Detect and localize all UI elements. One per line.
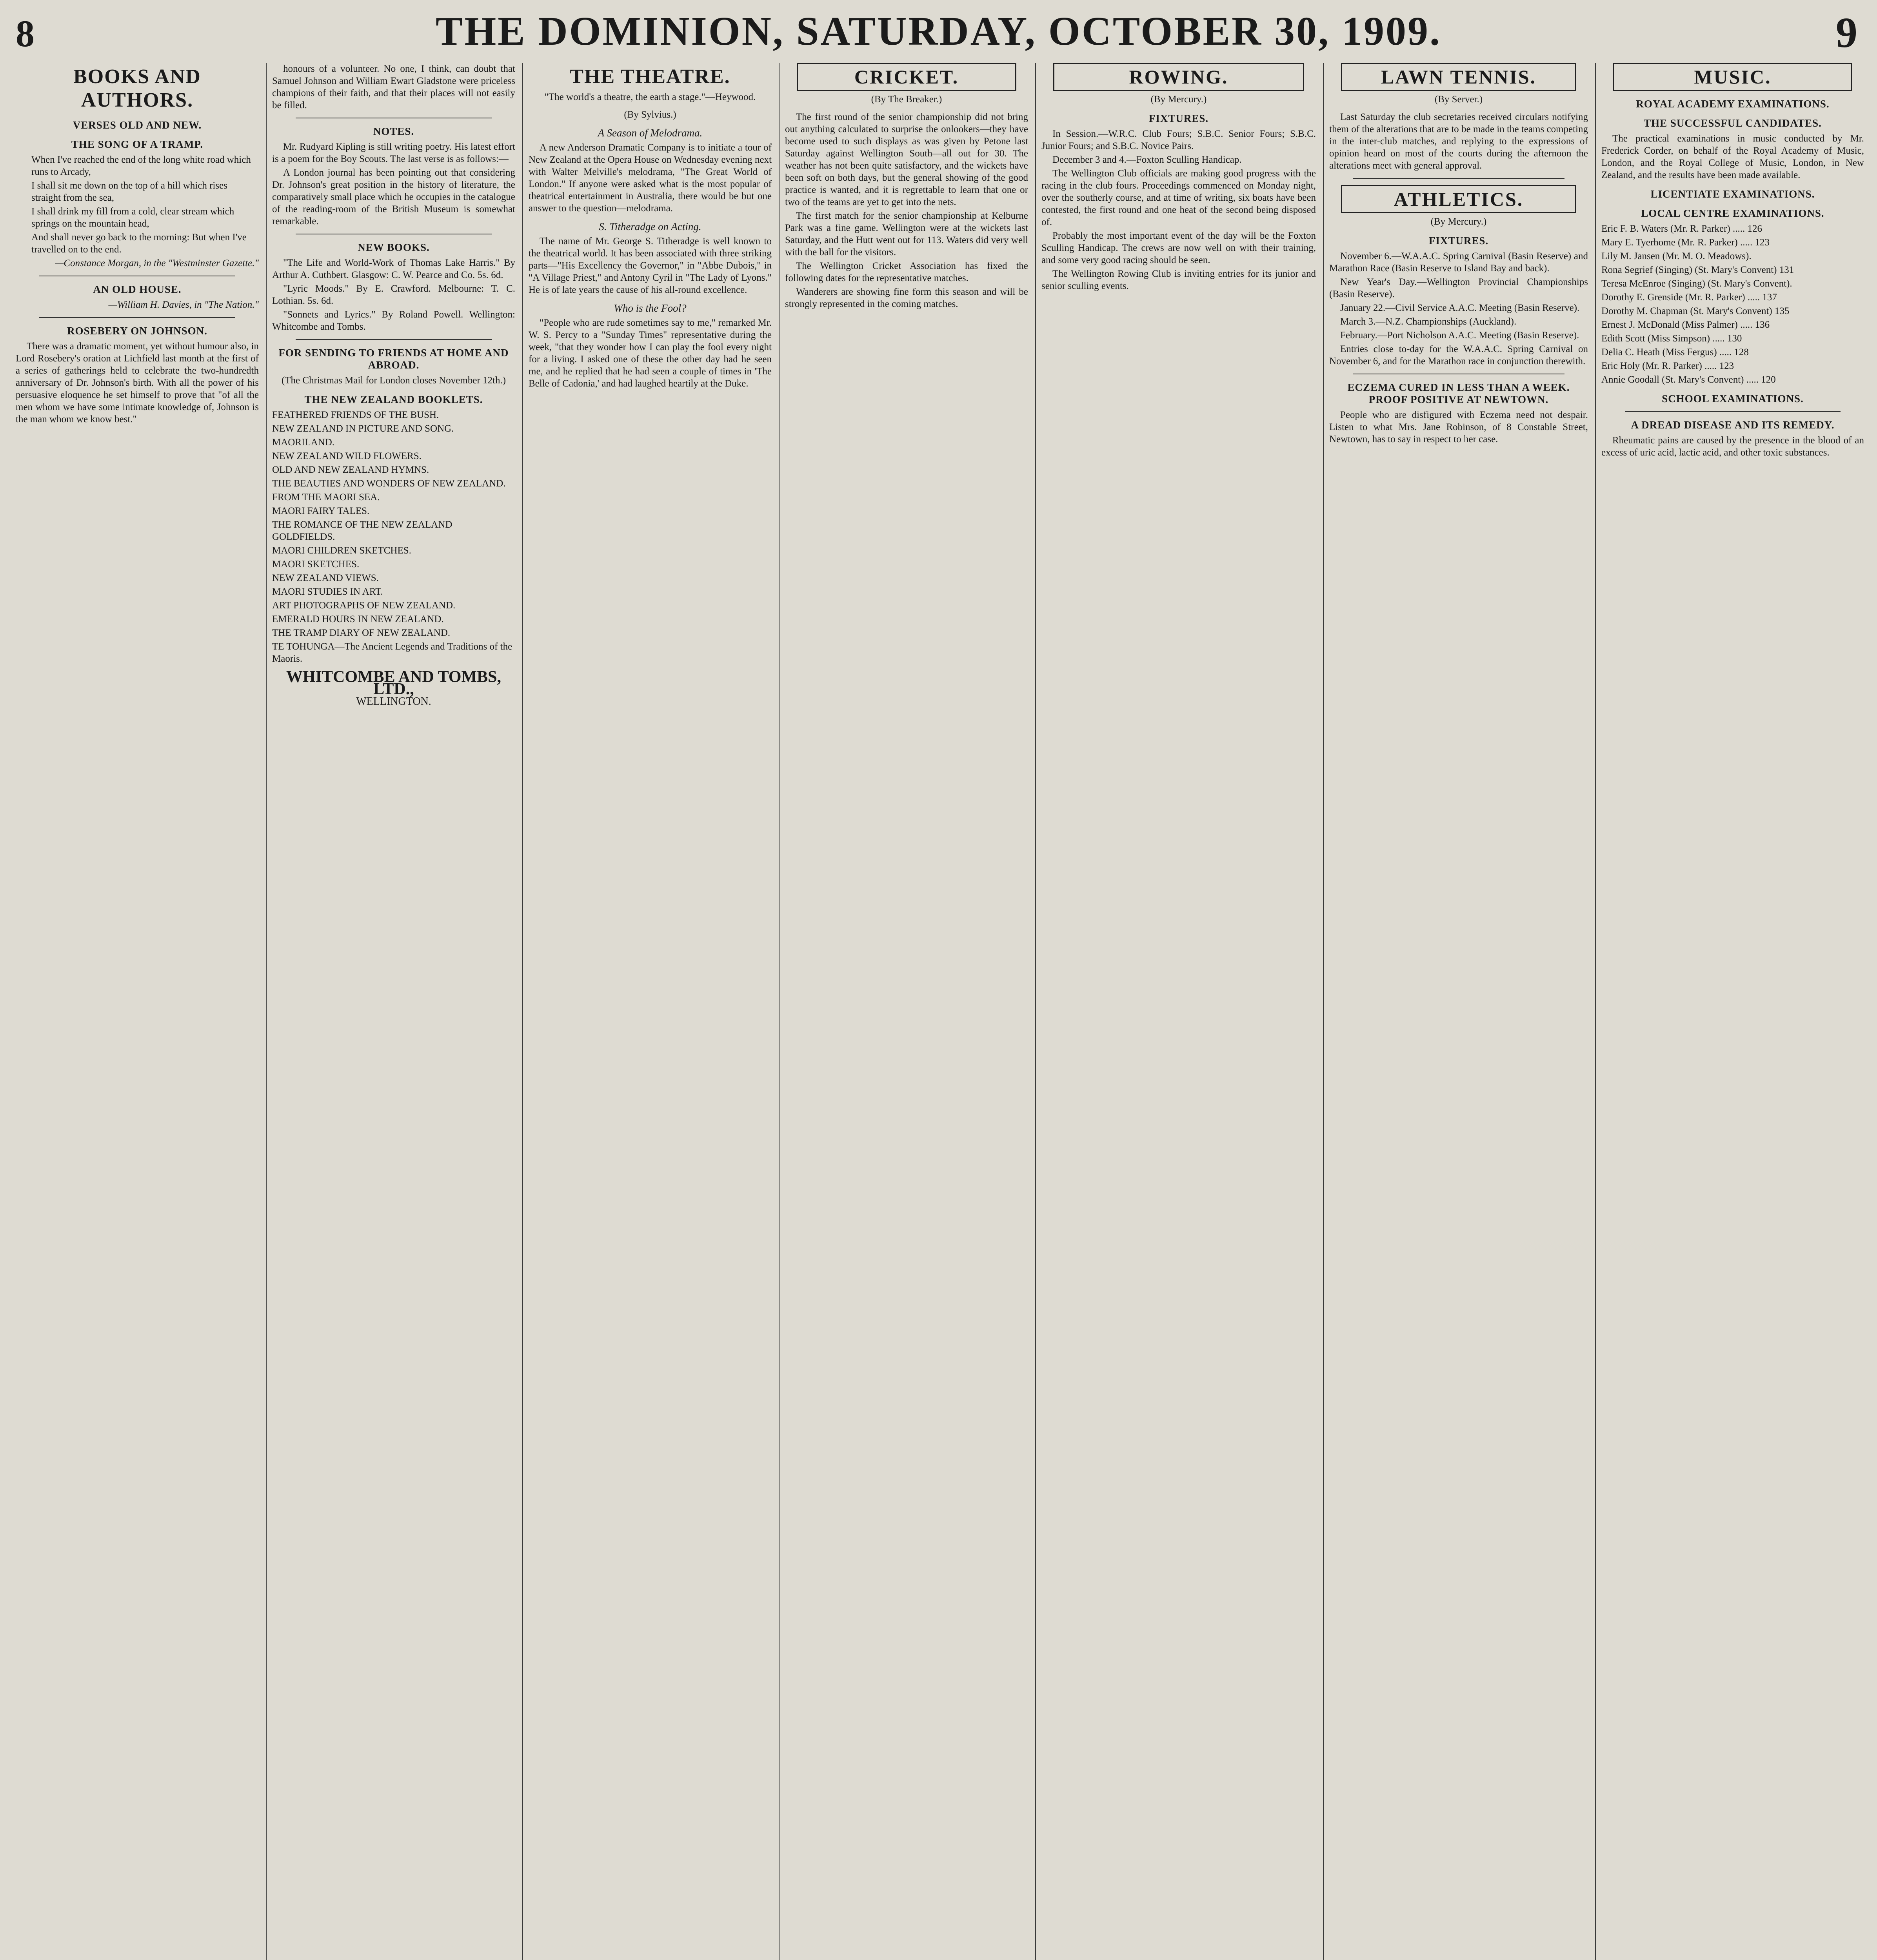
booklet-item: NEW ZEALAND VIEWS.	[272, 573, 379, 583]
booklet-item: TE TOHUNGA—The Ancient Legends and Traditions of the Maoris.	[272, 641, 512, 664]
booklet-item: THE TRAMP DIARY OF NEW ZEALAND.	[272, 628, 451, 638]
candidate-row: Lily M. Jansen (Mr. M. O. Meadows).	[1601, 251, 1752, 261]
section-heading-books: BOOKS AND AUTHORS.	[73, 65, 201, 111]
rowing-fixture: In Session.—W.R.C. Club Fours; S.B.C. Senior Fours; S.B.C. Junior Fours; and S.B.C. Novice Pairs.	[1041, 129, 1316, 151]
note-paragraph: A London journal has been pointing out that considering Dr. Johnson's great position in the history of literature, the comparatively small place which he occupies in the catalogue of the reading-room of the British Museum is somewhat remarkable.	[272, 167, 515, 227]
column-music	[1597, 63, 1868, 1960]
booklet-item: MAORILAND.	[272, 437, 335, 448]
titheradge-heading: S. Titheradge on Acting.	[599, 221, 701, 232]
book-review: "Lyric Moods." By E. Crawford. Melbourne: T. C. Lothian. 5s. 6d.	[272, 283, 515, 306]
booklet-item: NEW ZEALAND WILD FLOWERS.	[272, 451, 422, 461]
section-heading-theatre: THE THEATRE.	[570, 65, 730, 88]
section-heading-music: MUSIC.	[1613, 63, 1852, 91]
column-rule	[1035, 63, 1036, 1960]
athletics-fixture: January 22.—Civil Service A.A.C. Meeting (Basin Reserve).	[1340, 303, 1580, 313]
column-rule	[1323, 63, 1324, 1960]
column-rule	[266, 63, 267, 1960]
column-notes-new-books	[268, 63, 519, 1960]
theatre-epigraph: "The world's a theatre, the earth a stage."—Heywood.	[544, 92, 756, 102]
cricket-paragraph: The Wellington Cricket Association has fixed the following dates for the representative matches.	[785, 261, 1028, 283]
candidate-row: Mary E. Tyerhome (Mr. R. Parker) ..... 123	[1601, 237, 1770, 248]
house-poem-title: AN OLD HOUSE.	[93, 283, 182, 295]
booklet-item: MAORI CHILDREN SKETCHES.	[272, 545, 411, 556]
poem-line: And shall never go back to the morning: But when I've travelled on to the end.	[31, 232, 247, 255]
candidate-row: Delia C. Heath (Miss Fergus) ..... 128	[1601, 347, 1749, 358]
licentiate-heading: LICENTIATE EXAMINATIONS.	[1650, 188, 1815, 200]
candidate-row: Rona Segrief (Singing) (St. Mary's Convent) 131	[1601, 265, 1794, 275]
poem-line: When I've reached the end of the long white road which runs to Arcady,	[31, 154, 251, 177]
exam-heading: ROYAL ACADEMY EXAMINATIONS.	[1636, 98, 1830, 110]
candidate-row: Ernest J. McDonald (Miss Palmer) ..... 136	[1601, 319, 1770, 330]
candidate-row: Dorothy E. Grenside (Mr. R. Parker) ..... 137	[1601, 292, 1777, 303]
booklet-item: THE ROMANCE OF THE NEW ZEALAND GOLDFIELDS.	[272, 519, 452, 542]
athletics-fixture: November 6.—W.A.A.C. Spring Carnival (Basin Reserve) and Marathon Race (Basin Reserve to Island Bay and back).	[1329, 251, 1588, 274]
booklet-item: MAORI STUDIES IN ART.	[272, 586, 383, 597]
newspaper-title: THE DOMINION, SATURDAY, OCTOBER 30, 1909.	[435, 9, 1442, 54]
rowing-paragraph: Probably the most important event of the day will be the Foxton Sculling Handicap. The crews are now well on with their training, and some very good racing should be seen.	[1041, 230, 1316, 265]
athletics-byline: (By Mercury.)	[1430, 216, 1487, 227]
theatre-byline: (By Sylvius.)	[624, 109, 676, 120]
fool-article: "People who are rude sometimes say to me," remarked Mr. W. S. Percy to a "Sunday Times" representative during the week, "that they wonder how I can play the fool every night for a living. I asked one of these the other day had he seen me, and he replied that he had seen a couple of times in 'The Belle of Cadonia,' and had laughed heartily at the Duke.	[529, 318, 772, 389]
booklet-item: MAORI SKETCHES.	[272, 559, 360, 570]
athletics-fixture: February.—Port Nicholson A.A.C. Meeting (Basin Reserve).	[1340, 330, 1579, 341]
candidate-list	[1601, 223, 1864, 386]
poem-line: I shall sit me down on the top of a hill which rises straight from the sea,	[31, 180, 227, 203]
column-theatre	[525, 63, 776, 1960]
poem-line: I shall drink my fill from a cold, clear stream which springs on the mountain head,	[31, 206, 234, 229]
booklet-list	[272, 409, 515, 665]
cricket-byline: (By The Breaker.)	[871, 94, 942, 105]
fool-heading: Who is the Fool?	[614, 302, 687, 314]
divider	[39, 317, 235, 318]
advert-heading: FOR SENDING TO FRIENDS AT HOME AND ABROAD.	[278, 347, 509, 371]
advert-subheading: (The Christmas Mail for London closes November 12th.)	[281, 375, 506, 386]
section-heading-tennis: LAWN TENNIS.	[1341, 63, 1576, 91]
rowing-fixtures-heading: FIXTURES.	[1148, 113, 1209, 124]
booklet-item: ART PHOTOGRAPHS OF NEW ZEALAND.	[272, 600, 456, 611]
rowing-fixture: December 3 and 4.—Foxton Sculling Handicap.	[1052, 154, 1242, 165]
athletics-fixture: March 3.—N.Z. Championships (Auckland).	[1340, 316, 1517, 327]
cricket-paragraph: Wanderers are showing fine form this season and will be strongly represented in the coming matches.	[785, 287, 1028, 309]
melodrama-article: A new Anderson Dramatic Company is to initiate a tour of New Zealand at the Opera House on Wednesday evening next with Walter Melville's melodrama, "The Great World of London." If anyone were asked what is the most popular of theatrical entertainment in Australia, there would be but one answer to the question—melodrama.	[529, 142, 772, 214]
local-centre-heading: LOCAL CENTRE EXAMINATIONS.	[1641, 207, 1824, 219]
divider	[296, 339, 492, 340]
eczema-advert-text: People who are disfigured with Eczema need not despair. Listen to what Mrs. Jane Robinson, of 8 Constable Street, Newtown, has to say in respect to her case.	[1329, 410, 1588, 445]
booklet-item: NEW ZEALAND IN PICTURE AND SONG.	[272, 423, 454, 434]
section-heading-athletics: ATHLETICS.	[1341, 185, 1576, 213]
column-rule	[1595, 63, 1596, 1960]
titheradge-article: The name of Mr. George S. Titheradge is well known to the theatrical world. It has been associated with three striking parts—"His Excellency the Governor," in "Abbe Dubois," in "A Village Priest," and Antony Cyril in "The Lady of Lyons." He is of late years the cause of his all-round excellence.	[529, 236, 772, 295]
new-books-heading: NEW BOOKS.	[358, 241, 430, 253]
rosebery-heading: ROSEBERY ON JOHNSON.	[67, 325, 207, 337]
column-rule	[522, 63, 523, 1960]
book-review: "The Life and World-Work of Thomas Lake Harris." By Arthur A. Cuthbert. Glasgow: C. W. Pearce and Co. 5s. 6d.	[272, 258, 515, 280]
poem-signature: —Constance Morgan, in the "Westminster Gazette."	[55, 258, 259, 269]
booklet-item: FROM THE MAORI SEA.	[272, 492, 380, 503]
column-cricket	[781, 63, 1032, 1960]
house-poem-signature: —William H. Davies, in "The Nation."	[108, 299, 259, 310]
column-rowing	[1038, 63, 1320, 1960]
note-paragraph: Mr. Rudyard Kipling is still writing poetry. His latest effort is a poem for the Boy Scouts. The last verse is as follows:—	[272, 142, 515, 164]
booklet-item: EMERALD HOURS IN NEW ZEALAND.	[272, 614, 444, 624]
disease-advert-text: Rheumatic pains are caused by the presence in the blood of an excess of uric acid, lactic acid, and other toxic substances.	[1601, 435, 1864, 458]
page-number-right: 9	[1836, 9, 1857, 56]
advertiser-name: WHITCOMBE AND TOMBS, LTD.,	[286, 668, 502, 698]
booklet-item: OLD AND NEW ZEALAND HYMNS.	[272, 465, 429, 475]
school-exam-heading: SCHOOL EXAMINATIONS.	[1662, 393, 1804, 405]
candidates-heading: THE SUCCESSFUL CANDIDATES.	[1644, 117, 1822, 129]
column-books-and-authors	[12, 63, 263, 1960]
cricket-paragraph: The first round of the senior championship did not bring out anything calculated to surprise the onlookers—they have become used to such displays as was given by Petone last Saturday against Wellington South—all out for 30. The weather has not been quite satisfactory, and the wickets have been soft on both days, but the general showing of the good practice is wanted, and it is regrettable to learn that one or two of the teams are yet to get into the nets.	[785, 112, 1028, 207]
column-tennis-athletics	[1325, 63, 1592, 1960]
athletics-fixtures-heading: FIXTURES.	[1428, 235, 1489, 247]
tennis-paragraph: Last Saturday the club secretaries received circulars notifying them of the alterations that are to be made in the teams competing in the inter-club matches, and replying to the expressions of opinion heard on most of the courts during the afternoon the alterations meet with general approval.	[1329, 112, 1588, 171]
candidate-row: Annie Goodall (St. Mary's Convent) ..... 120	[1601, 374, 1776, 385]
masthead	[16, 8, 1861, 55]
candidate-row: Eric F. B. Waters (Mr. R. Parker) ..... 126	[1601, 223, 1763, 234]
section-heading-cricket: CRICKET.	[797, 63, 1016, 91]
candidate-row: Eric Holy (Mr. R. Parker) ..... 123	[1601, 361, 1734, 371]
booklets-heading: THE NEW ZEALAND BOOKLETS.	[304, 394, 483, 405]
johnson-article-end: honours of a volunteer. No one, I think, can doubt that Samuel Johnson and William Ewart Gladstone were priceless champions of their faith, and that their places will not easily be filled.	[272, 64, 515, 111]
rowing-paragraph: The Wellington Rowing Club is inviting entries for its junior and senior sculling events.	[1041, 269, 1316, 291]
poem-title: THE SONG OF A TRAMP.	[71, 138, 204, 150]
music-intro: The practical examinations in music conducted by Mr. Frederick Corder, on behalf of the Royal Academy of Music, London, and the Royal College of Music, London, in New Zealand, and the results have been made available.	[1601, 133, 1864, 180]
booklet-item: THE BEAUTIES AND WONDERS OF NEW ZEALAND.	[272, 478, 506, 489]
booklet-item: FEATHERED FRIENDS OF THE BUSH.	[272, 410, 439, 420]
column-rule	[779, 63, 780, 1960]
disease-advert-heading: A DREAD DISEASE AND ITS REMEDY.	[1631, 419, 1835, 431]
candidate-row: Edith Scott (Miss Simpson) ..... 130	[1601, 333, 1742, 344]
cricket-paragraph: The first match for the senior championship at Kelburne Park was a fine game. Wellington were at the wickets last Saturday, and the Hutt went out for 113. Waters did very well with the ball for the visitors.	[785, 211, 1028, 258]
melodrama-heading: A Season of Melodrama.	[598, 127, 703, 139]
candidate-row: Dorothy M. Chapman (St. Mary's Convent) 135	[1601, 306, 1790, 316]
advertiser-city: WELLINGTON.	[356, 695, 431, 708]
booklet-item: MAORI FAIRY TALES.	[272, 506, 370, 516]
rowing-byline: (By Mercury.)	[1150, 94, 1207, 105]
divider	[1625, 411, 1841, 412]
rowing-paragraph: The Wellington Club officials are making good progress with the racing in the club fours. Proceedings commenced on Monday night, over the southerly course, and at time of writing, six boats have been contested, the first round and one heat of the second being disposed of.	[1041, 168, 1316, 227]
rosebery-article: There was a dramatic moment, yet without humour also, in Lord Rosebery's oration at Lichfield last month at the first of a series of gatherings held to celebrate the two-hundredth anniversary of Dr. Johnson's birth. With all the power of his persuasive eloquence he set himself to prove that "of all the men whom we have some intimate knowledge of, Johnson is the man whom we know best."	[16, 341, 259, 425]
athletics-paragraph: Entries close to-day for the W.A.A.C. Spring Carnival on November 6, and for the Marathon race in conjunction therewith.	[1329, 344, 1588, 367]
book-review: "Sonnets and Lyrics." By Roland Powell. Wellington: Whitcombe and Tombs.	[272, 309, 515, 332]
athletics-fixture: New Year's Day.—Wellington Provincial Championships (Basin Reserve).	[1329, 277, 1588, 299]
verse-heading: VERSES OLD AND NEW.	[73, 119, 202, 131]
page-number-left: 8	[16, 13, 35, 54]
candidate-row: Teresa McEnroe (Singing) (St. Mary's Convent).	[1601, 278, 1792, 289]
tennis-byline: (By Server.)	[1434, 94, 1483, 105]
eczema-advert-heading: ECZEMA CURED IN LESS THAN A WEEK. PROOF POSITIVE AT NEWTOWN.	[1347, 381, 1570, 405]
section-heading-rowing: ROWING.	[1053, 63, 1304, 91]
notes-heading: NOTES.	[373, 125, 414, 137]
divider	[1353, 178, 1564, 179]
